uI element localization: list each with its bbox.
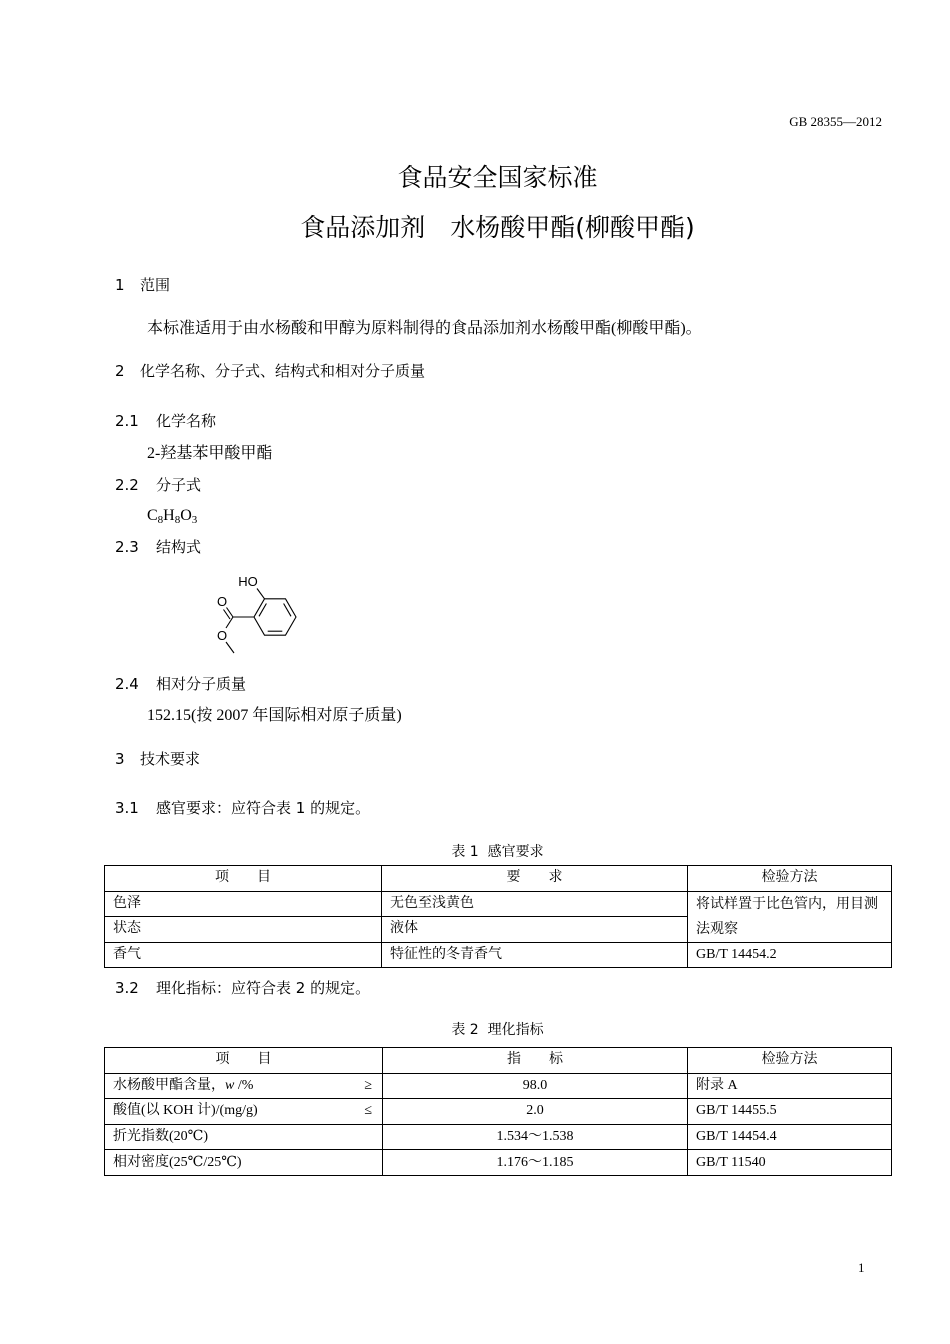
subsection-title: 分子式 [156,476,202,494]
cell-requirement: 无色至浅黄色 [382,891,688,917]
header-item: 项 目 [105,866,382,892]
table-header-row [105,1048,892,1074]
sensory-requirements-table [104,865,892,968]
cell-item: 香气 [105,942,382,968]
item-label [113,1077,253,1095]
subsection-number: 2.3 [115,538,139,556]
physicochemical-indicators-table [104,1047,892,1176]
cell-item: 折光指数(20℃) [105,1124,383,1150]
cell-value: 1.534～1.538 [383,1124,688,1150]
formula-subscript: 3 [191,514,198,526]
subsection-heading-structural-formula [115,537,201,557]
table-row [105,1099,892,1125]
hydroxyl-bond [257,589,265,599]
carbonyl-oxygen-label: O [216,594,228,609]
formula-element: O [180,507,192,524]
formula-element: C [147,507,158,524]
table-header-row [105,866,892,892]
subsection-heading-chemical-name [115,411,216,431]
subsection-title: 化学名称 [156,412,217,430]
document-title-sub: 食品添加剂 水杨酸甲酯(柳酸甲酯) [300,213,695,242]
cell-item [105,1099,383,1125]
subsection-number: 2.1 [115,412,139,430]
cell-item: 相对密度(25℃/25℃) [105,1150,383,1176]
item-with-relation [113,1102,374,1120]
document-title-main: 食品安全国家标准 [397,163,598,192]
item-label-text: 水杨酸甲酯含量， [113,1077,225,1093]
section-number: 2 [115,362,125,380]
subsection-title: 感官要求：应符合表 1 的规定。 [156,799,371,817]
hydroxyl-label: HO [238,574,258,589]
section-number: 1 [115,276,125,294]
section-title: 范围 [140,276,171,294]
subsection-number: 2.2 [115,476,139,494]
cell-test-method: GB/T 14454.4 [688,1124,892,1150]
cell-item: 色泽 [105,891,382,917]
cell-value: 98.0 [383,1073,688,1099]
item-variable: w [225,1077,235,1093]
cell-value: 1.176～1.185 [383,1150,688,1176]
page-number: 1 [858,1260,865,1275]
cell-test-method-shared: 将试样置于比色管内，用目测法观察 [688,891,892,942]
cell-requirement: 液体 [382,917,688,943]
cell-value: 2.0 [383,1099,688,1125]
section-heading-technical-requirements [115,749,200,769]
item-with-relation [113,1077,374,1095]
header-requirement: 要 求 [382,866,688,892]
molecular-mass-value: 152.15(按 2007 年国际相对原子质量) [147,707,402,724]
cell-test-method: 附录 A [688,1073,892,1099]
subsection-heading-molecular-formula [115,475,201,495]
formula-subscript: 8 [157,514,164,526]
methyl-bond [226,642,234,653]
structural-formula-diagram [205,568,305,660]
cell-test-method: GB/T 14455.5 [688,1099,892,1125]
section-number: 3 [115,750,125,768]
subsection-title: 相对分子质量 [156,675,247,693]
item-unit: /% [234,1077,254,1093]
subsection-heading-molecular-mass [115,674,246,694]
standard-code: GB 28355—2012 [789,114,882,129]
subsection-title: 结构式 [156,538,202,556]
table2-caption: 表 2 理化指标 [451,1022,544,1038]
header-test-method: 检验方法 [688,1048,892,1074]
formula-subscript: 8 [174,514,181,526]
header-indicator: 指 标 [383,1048,688,1074]
table1-caption: 表 1 感官要求 [451,844,544,860]
table-row [105,1073,892,1099]
benzene-ring [254,599,296,635]
section-heading-chemical-info [115,361,425,381]
ester-oxygen-label: O [216,628,228,643]
table-row [105,1124,892,1150]
header-test-method: 检验方法 [688,866,892,892]
cell-requirement: 特征性的冬青香气 [382,942,688,968]
cell-test-method: GB/T 11540 [688,1150,892,1176]
formula-element: H [163,507,175,524]
subsection-number: 2.4 [115,675,139,693]
chemical-name: 2-羟基苯甲酸甲酯 [147,445,273,462]
section-title: 化学名称、分子式、结构式和相对分子质量 [140,362,426,380]
section-title: 技术要求 [140,750,201,768]
cell-item: 状态 [105,917,382,943]
section-heading-scope [115,275,170,295]
subsection-title: 理化指标：应符合表 2 的规定。 [156,979,371,997]
subsection-heading-sensory [115,798,370,818]
header-item: 项 目 [105,1048,383,1074]
scope-paragraph: 本标准适用于由水杨酸和甲醇为原料制得的食品添加剂水杨酸甲酯(柳酸甲酯)。 [147,320,702,337]
cell-test-method: GB/T 14454.2 [688,942,892,968]
item-label: 酸值(以 KOH 计)/(mg/g) [113,1103,258,1119]
subsection-number: 3.2 [115,979,139,997]
molecular-formula [147,506,197,526]
relation-symbol: ≥ [364,1077,372,1093]
table-row [105,942,892,968]
cell-item [105,1073,383,1099]
subsection-number: 3.1 [115,799,139,817]
table-row [105,1150,892,1176]
relation-symbol: ≤ [364,1103,372,1119]
subsection-heading-physicochemical [115,978,370,998]
table-row [105,891,892,917]
